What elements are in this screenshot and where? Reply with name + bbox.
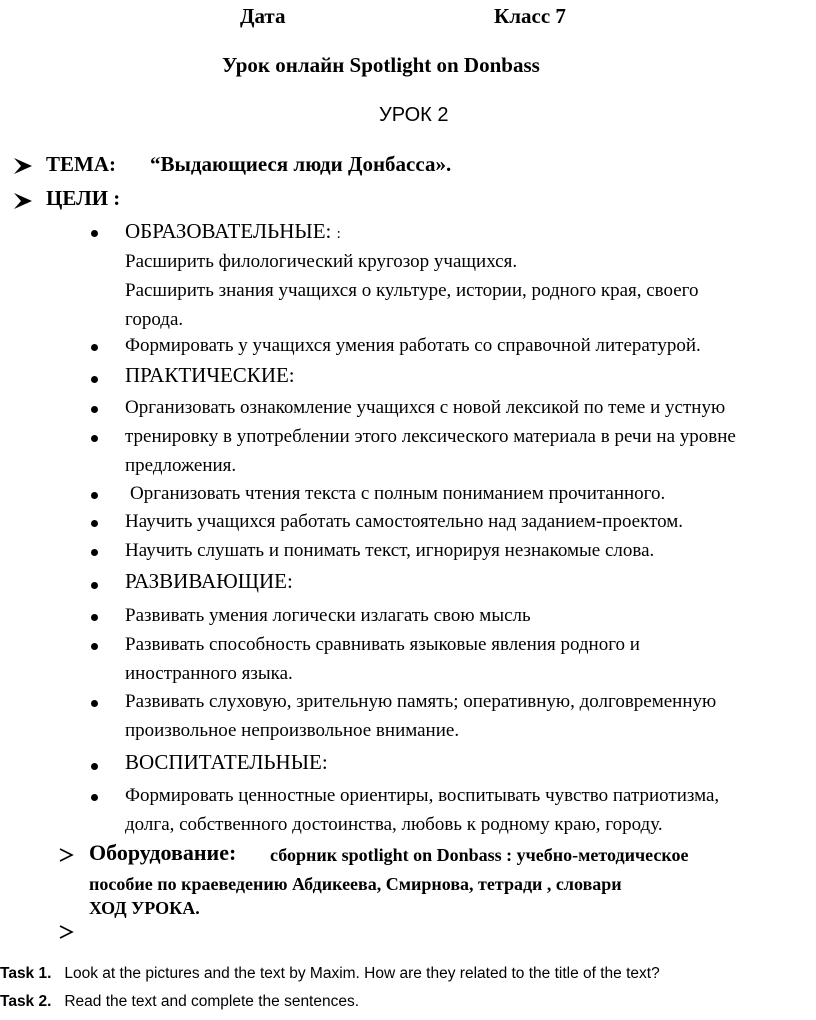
- task-item: [0, 993, 359, 1011]
- developmental-item: Развивать способность сравнивать языковые явления родного и: [125, 634, 640, 655]
- bullet-icon: [91, 406, 98, 413]
- upbringing-item: долга, собственного достоинства, любовь к родному краю, городу.: [125, 814, 663, 835]
- task-label: Task 2.: [0, 993, 52, 1010]
- arrow-bullet-icon: [12, 157, 34, 175]
- developmental-heading: РАЗВИВАЮЩИЕ:: [125, 569, 293, 593]
- task-text: Look at the pictures and the text by Maxim. How are they related to the title of the text?: [64, 965, 660, 982]
- bullet-icon: [91, 643, 98, 650]
- bullet-icon: [91, 435, 98, 442]
- bullet-icon: [91, 794, 98, 801]
- bullet-icon: [91, 520, 98, 527]
- arrow-bullet-icon: [58, 848, 74, 862]
- educational-line: Расширить филологический кругозор учащихся.: [125, 251, 518, 272]
- bullet-icon: [91, 376, 98, 383]
- upbringing-item: Формировать ценностные ориентиры, воспитывать чувство патриотизма,: [125, 785, 720, 806]
- goals-label: ЦЕЛИ :: [46, 186, 121, 210]
- date-label: Дата: [240, 4, 286, 28]
- practical-item: Организовать ознакомление учащихся с новой лексикой по теме и устную: [125, 397, 726, 418]
- task-text: Read the text and complete the sentences.: [64, 993, 360, 1010]
- bullet-icon: [91, 763, 98, 770]
- bullet-icon: [91, 230, 98, 237]
- equipment-line: пособие по краеведению Абдикеева, Смирнова, тетради , словари: [89, 874, 622, 894]
- task-label: Task 1.: [0, 965, 52, 982]
- task-item: [0, 965, 660, 983]
- bullet-icon: [91, 700, 98, 707]
- educational-line: Расширить знания учащихся о культуре, истории, родного края, своего: [125, 280, 699, 301]
- practical-item: Научить слушать и понимать текст, игнорируя незнакомые слова.: [125, 540, 655, 561]
- topic-value: “Выдающиеся люди Донбасса».: [150, 152, 452, 176]
- practical-item: тренировку в употреблении этого лексического материала в речи на уровне: [125, 426, 736, 447]
- developmental-item: Развивать умения логически излагать свою мысль: [125, 605, 531, 626]
- bullet-icon: [91, 549, 98, 556]
- practical-item: предложения.: [125, 455, 237, 476]
- bullet-icon: [91, 492, 98, 499]
- developmental-item: иностранного языка.: [125, 663, 293, 684]
- developmental-item: Развивать слуховую, зрительную память; оперативную, долговременную: [125, 691, 717, 712]
- lesson-number: УРОК 2: [379, 104, 449, 126]
- practical-item: Научить учащихся работать самостоятельно над заданием-проектом.: [125, 511, 684, 532]
- bullet-icon: [91, 614, 98, 621]
- educational-bullet: Формировать у учащихся умения работать со справочной литературой.: [125, 335, 701, 356]
- topic-label: ТЕМА:: [46, 152, 116, 176]
- educational-heading: ОБРАЗОВАТЕЛЬНЫЕ: :: [125, 219, 341, 243]
- arrow-bullet-icon: [58, 925, 74, 939]
- equipment-line: сборник spotlight on Donbass : учебно-методическое: [270, 845, 689, 865]
- lesson-progress-heading: ХОД УРОКА.: [89, 898, 200, 918]
- class-label: Класс 7: [494, 4, 566, 28]
- practical-heading: ПРАКТИЧЕСКИЕ:: [125, 363, 295, 387]
- practical-item: Организовать чтения текста с полным пониманием прочитанного.: [130, 483, 666, 504]
- developmental-item: произвольное непроизвольное внимание.: [125, 720, 460, 741]
- bullet-icon: [91, 582, 98, 589]
- bullet-icon: [91, 344, 98, 351]
- arrow-bullet-icon: [12, 192, 34, 210]
- equipment-label: Оборудование:: [89, 840, 237, 865]
- lesson-title: Урок онлайн Spotlight on Donbass: [222, 53, 540, 77]
- upbringing-heading: ВОСПИТАТЕЛЬНЫЕ:: [125, 750, 328, 774]
- educational-line: города.: [125, 309, 184, 330]
